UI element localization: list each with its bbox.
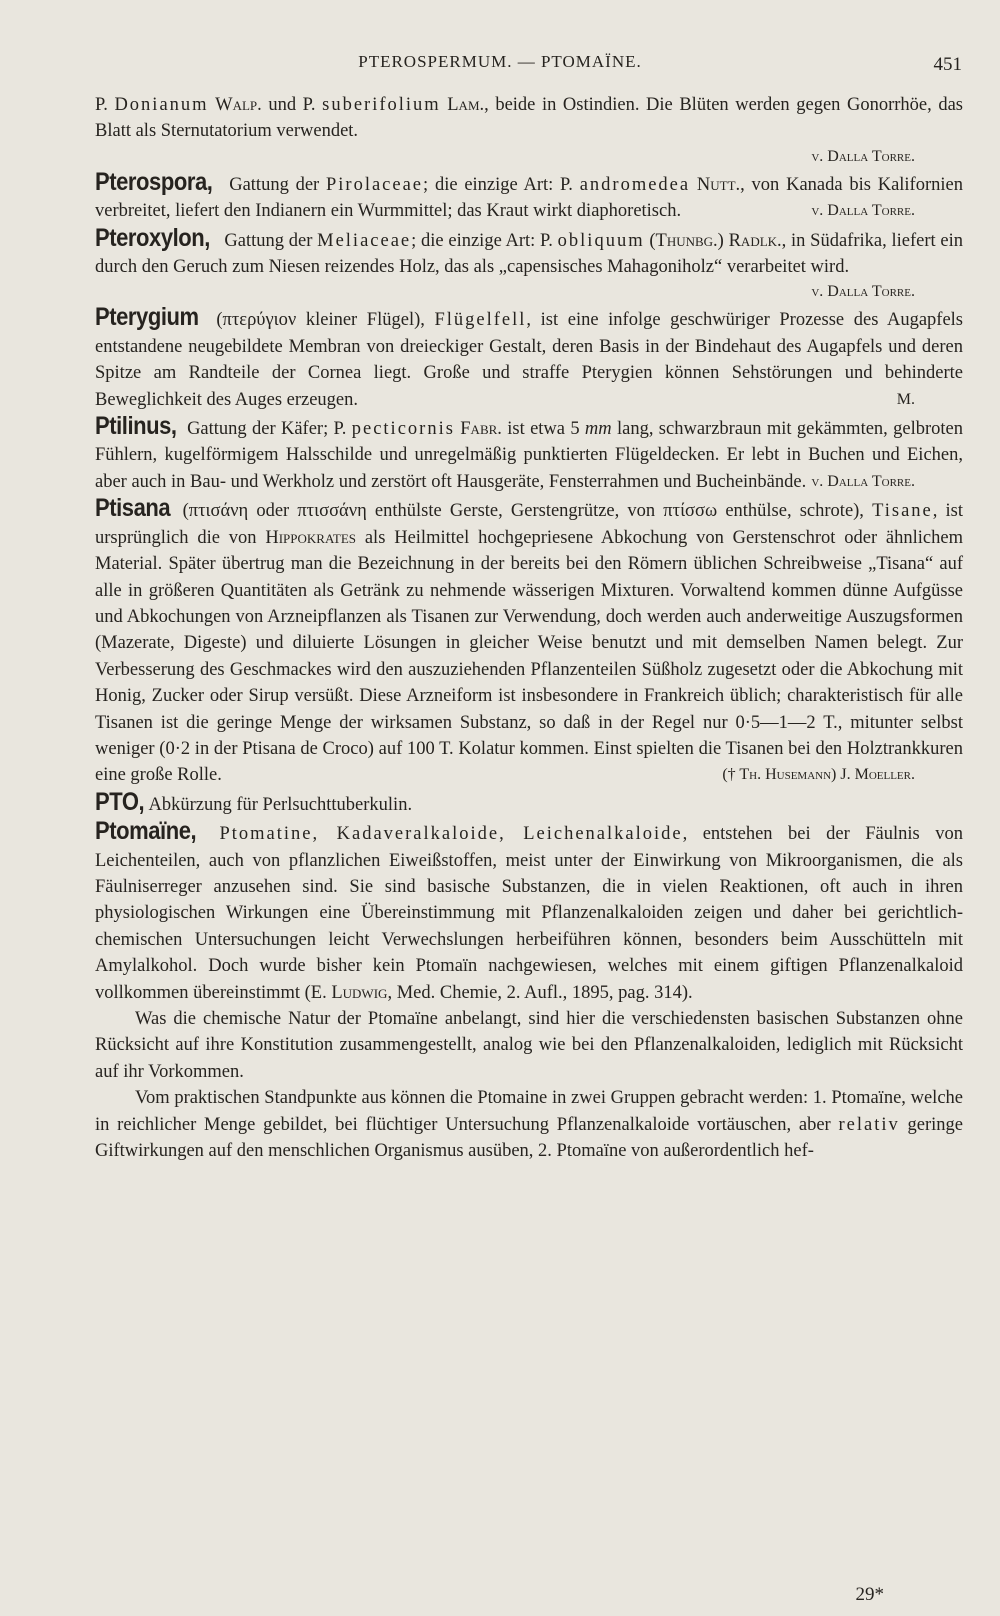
author-name: Lam. <box>447 95 485 115</box>
entry-pterygium: Pterygium (πτερύγιον kleiner Flügel), Flügelfell, ist eine infolge geschwüriger Prozesse des Augapfels entstandene neugebildete Membran von dreieckiger Gestalt, deren Basis in der Bindehaut des Augapfels und deren Spitze am Randteile der Cornea liegt. Große und straffe Pterygien können Sehstörungen und behinderte Beweglichkeit des Auges erzeugen. M. <box>95 304 963 413</box>
running-title: PTEROSPERMUM. — PTOMAÏNE. <box>358 52 642 71</box>
term: Tisane <box>872 501 933 522</box>
species-name: andromedea <box>579 174 691 195</box>
author-name: Ludwig <box>331 982 388 1003</box>
family-name: Meliaceae <box>317 230 412 251</box>
headword: Ptilinus, <box>95 412 177 441</box>
page-header <box>0 52 1000 92</box>
species-name: Donianum <box>114 95 209 115</box>
headword: Ptisana <box>95 494 171 523</box>
author-name: Fabr. <box>460 419 502 440</box>
entry-pteroxylon: Pteroxylon, Gattung der Meliaceae; die einzige Art: P. obliquum (Thunbg.) Radlk., in Südafrika, liefert ein durch den Geruch zum Niesen reizendes Holz, das als „capensisches Mahagoniholz“ verarbeitet wird. <box>95 223 963 278</box>
author-name: Nutt. <box>696 174 741 195</box>
author-name: Radlk. <box>728 230 782 251</box>
signature-mark: 29* <box>855 1584 884 1605</box>
entry-signature: M. <box>896 390 915 408</box>
author-name: Hippokrates <box>265 527 357 548</box>
family-name: Pirolaceae <box>325 174 424 195</box>
entry-intro: P. Donianum Walp. und P. suberifolium Lam., beide in Ostindien. Die Blüten werden gegen Gonorrhöe, das Blatt als Sternutatorium verwendet. <box>95 95 963 142</box>
greek-etymology: (πτερύγιον kleiner Flügel), <box>216 310 425 331</box>
term: Flügelfell <box>434 310 527 331</box>
entry-signature: v. Dalla Torre. <box>811 147 915 165</box>
entry-ptilinus: Ptilinus, Gattung der Käfer; P. pecticornis Fabr. ist etwa 5 mm lang, schwarzbraun mit gekämmten, gelbroten Fühlern, kugelförmigem Halsschilde und unregelmäßig punktierten Flügeldecken. Er lebt in Buchen und Eichen, aber auch in Bau- und Werkholz und zerstört oft Hausgeräte, Fensterrahmen und Bucheinbände. v. Dalla Torre. <box>95 413 963 495</box>
entry-pto: PTO, Abkürzung für Perlsuchttuberkulin. <box>95 787 413 816</box>
paragraph: Vom praktischen Standpunkte aus können die Ptomaine in zwei Gruppen gebracht werden: 1. Ptomaïne, welche in reichlicher Menge gebildet, bei flüchtiger Untersuchung Pflanzenalkaloide vortäuschen, aber relativ geringe Giftwirkungen auf den menschlichen Organismus ausüben, 2. Ptomaïne von außerordentlich hef- <box>95 1088 963 1162</box>
entry-ptomaine: Ptomaïne, Ptomatine, Kadaveralkaloide, Leichenalkaloide, entstehen bei der Fäulnis von Leichenteilen, auch von pflanzlichen Eiweißstoffen, meist unter der Einwirkung von Mikroorganismen, die als Fäulniserreger anzusehen sind. Sie sind basische Substanzen, die in vielen Reaktionen, oft auch in ihren physiologischen Wirkungen eine Übereinstimmung mit Pflanzenalkaloiden zeigen und daher bei gerichtlich-chemischen Untersuchungen leicht Verwechslungen herbeiführen können, besonders beim Ausschütteln mit Amylalkohol. Doch wurde bisher kein Ptomaïn nachgewiesen, welches mit einem giftigen Pflanzenalkaloid vollkommen übereinstimmt (E. Ludwig, Med. Chemie, 2. Aufl., 1895, pag. 314). <box>95 817 963 1003</box>
entry-ptisana: Ptisana (πτισάνη oder πτισσάνη enthülste Gerste, Gerstengrütze, von πτίσσω enthülse, schrote), Tisane, ist ursprünglich die von Hippokrates als Heilmittel hochgepriesene Abkochung von Gerstenschrot oder ähnlichem Material. Später übertrug man die Bezeichnung in der bereits bei den Römern üblichen Schreibweise „Tisana“ auf alle in größeren Quantitäten als Getränk zu nehmende wässerigen Mixturen. Vorwaltend kommen dünne Aufgüsse und Abkochungen von Arzneipflanzen als Tisanen zur Verwendung, doch werden auch anderweitige Auszugsformen (Mazerate, Digeste) und diluierte Lösungen in gleicher Weise benutzt und mit demselben Namen belegt. Zur Verbesserung des Geschmackes wird den auszuziehenden Pflanzenteilen Süßholz zugesetzt oder die Abkochung mit Honig, Zucker oder Sirup versüßt. Diese Arzneiform ist insbesondere in Frankreich üblich; charakteristisch für alle Tisanen ist die geringe Menge der wirksamen Substanz, so daß in der Regel nur 0·5—1—2 T., mitunter selbst weniger (0·2 in der Ptisana de Croco) auf 100 T. Kolatur kommen. Einst spielten die Tisanen bei den Holztrankkuren eine große Rolle. († Th. Husemann) J. Moeller. <box>95 495 963 788</box>
headword: PTO, <box>95 787 145 816</box>
species-name: obliquum <box>557 230 645 251</box>
entry-signature: v. Dalla Torre. <box>811 202 915 220</box>
entry-pterospora: Pterospora, Gattung der Pirolaceae; die einzige Art: P. andromedea Nutt., von Kanada bis Kalifornien verbreitet, liefert den Indianern ein Wurmmittel; das Kraut wirkt diaphoretisch. v. Dalla Torre. <box>95 169 963 225</box>
page-body <box>95 92 963 1164</box>
entry-signature: v. Dalla Torre. <box>811 283 915 301</box>
page-number: 451 <box>933 54 962 75</box>
author-name: Thunbg. <box>655 230 718 251</box>
entry-signature: v. Dalla Torre. <box>811 472 915 490</box>
headword: Ptomaïne, <box>95 817 197 846</box>
unit: mm <box>584 419 612 440</box>
headword: Pterygium <box>95 303 199 332</box>
emphasis: relativ <box>838 1114 900 1135</box>
term: Ptomatine, Kadaveralkaloide, Leichenalkaloide <box>219 824 683 845</box>
headword: Pteroxylon, <box>95 223 210 252</box>
author-name: Walp. <box>215 95 262 115</box>
entry-signature: († Th. Husemann) J. Moeller. <box>722 766 915 784</box>
headword: Pterospora, <box>95 167 213 196</box>
paragraph: Was die chemische Natur der Ptomaïne anbelangt, sind hier die verschiedensten basischen Substanzen ohne Rücksicht auf ihre Konstitution zusammengestellt, analog wie bei den Pflanzenalkaloiden, lediglich mit Rücksicht auf ihr Vorkommen. <box>95 1009 963 1082</box>
species-name: suberifolium <box>322 95 441 115</box>
species-name: pecticornis <box>351 419 455 440</box>
